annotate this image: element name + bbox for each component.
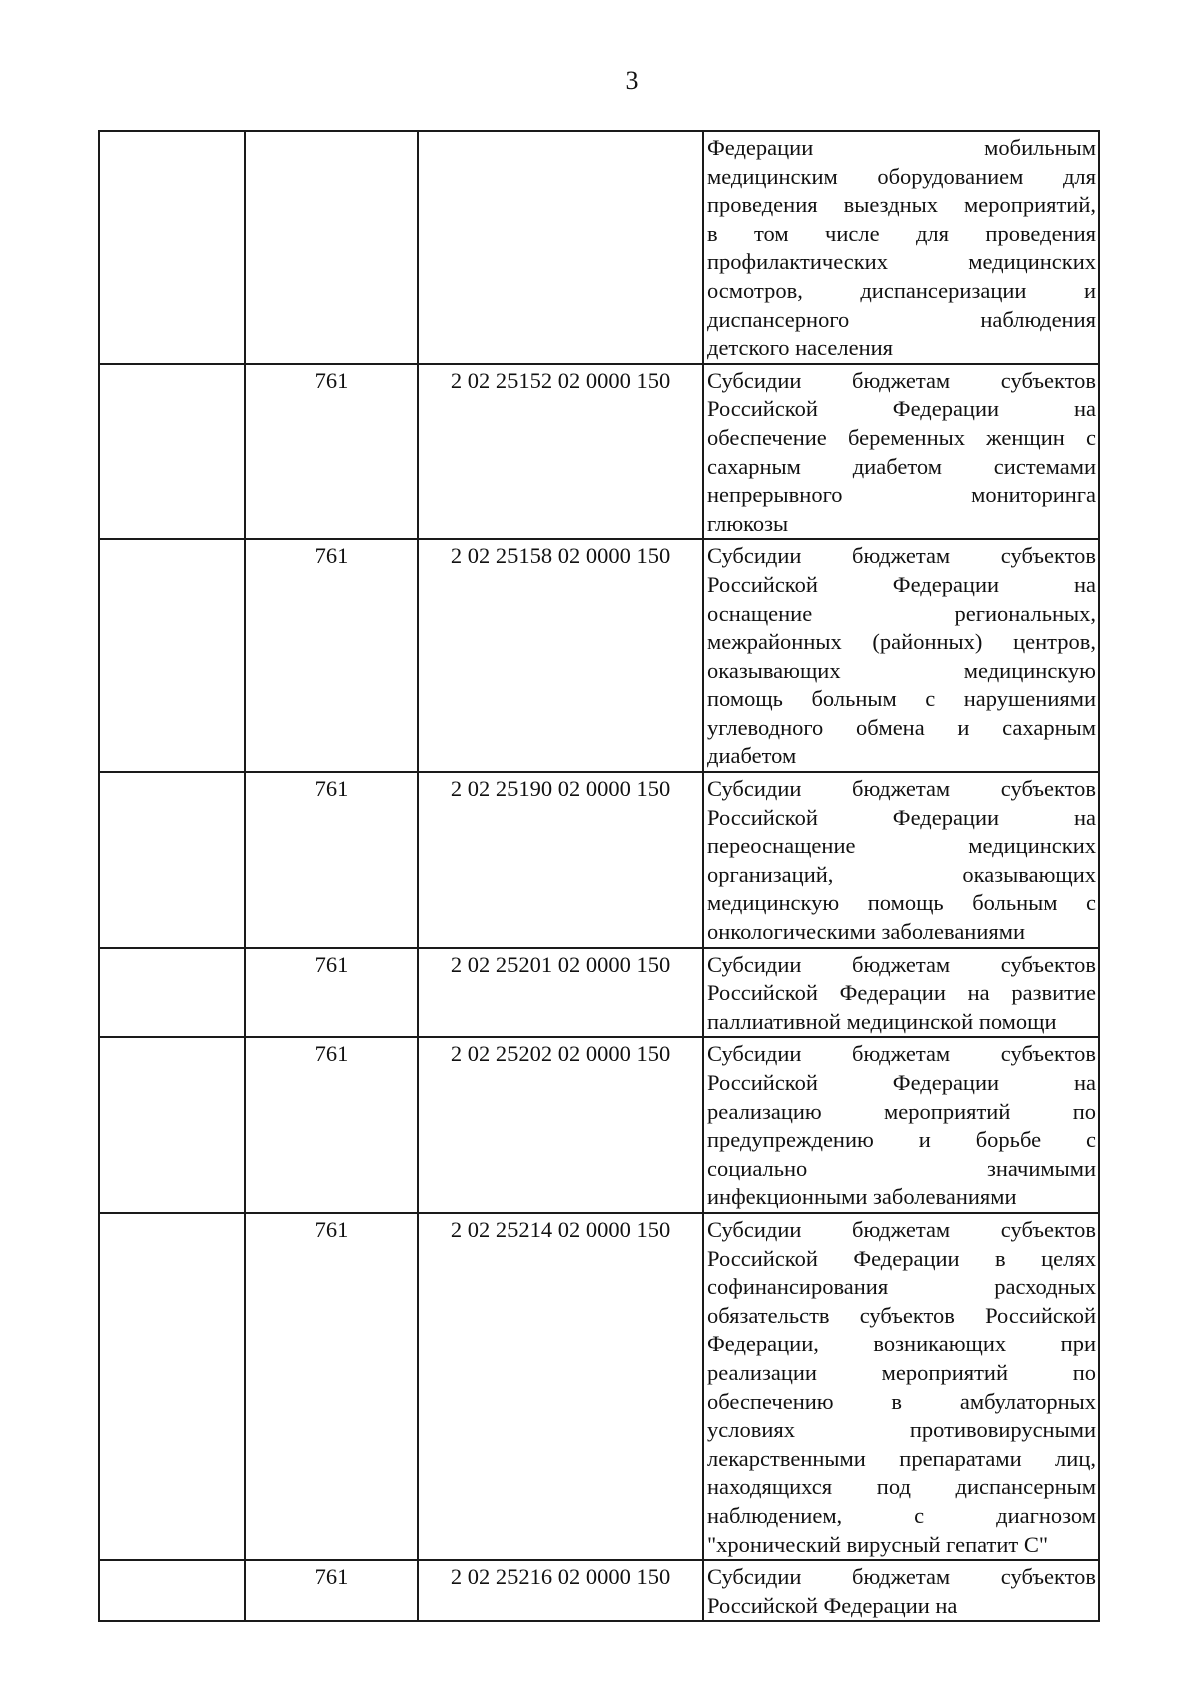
revenue-name-line: наблюдением, с диагнозом (707, 1502, 1096, 1528)
revenue-name-line: социально значимыми (707, 1155, 1096, 1181)
revenue-name-line: Российской Федерации на (707, 396, 1096, 422)
revenue-name-line: непрерывного мониторинга (707, 482, 1096, 508)
revenue-name-cell (703, 539, 1099, 772)
revenue-name-line: лекарственными препаратами лиц, (707, 1445, 1096, 1471)
administrator-code-cell: 761 (245, 364, 418, 540)
revenue-name-line: реализацию мероприятий по (707, 1098, 1096, 1124)
revenue-name-line: оказывающих медицинскую (707, 657, 1096, 683)
administrator-code-cell (245, 131, 418, 364)
revenue-name-line: детского населения (707, 335, 894, 361)
revenue-name-line: обязательств субъектов Российской (707, 1302, 1096, 1328)
revenue-name-line: Российской Федерации на (707, 1070, 1096, 1095)
revenue-name-line: онкологическими заболеваниями (707, 919, 1026, 945)
revenue-name-line: проведения выездных мероприятий, (707, 192, 1096, 218)
revenue-name-line: "хронический вирусный гепатит С" (707, 1531, 1049, 1557)
revenue-name-line: инфекционными заболеваниями (707, 1184, 1017, 1210)
revenue-name-line: Субсидии бюджетам субъектов (707, 1216, 1096, 1242)
revenue-name-line: предупреждению и борьбе с (707, 1127, 1096, 1153)
revenue-name-line: паллиативной медицинской помощи (707, 1008, 1057, 1034)
revenue-name-line: глюкозы (707, 510, 789, 536)
revenue-name-line: Субсидии бюджетам субъектов (707, 367, 1096, 393)
administrator-code-cell: 761 (245, 539, 418, 772)
empty-cell (99, 1560, 245, 1621)
revenue-code-cell: 2 02 25158 02 0000 150 (418, 539, 703, 772)
revenue-name-line: осмотров, диспансеризации и (707, 277, 1096, 303)
revenue-name-line: Российской Федерации на (707, 1592, 958, 1618)
revenue-name-line: Субсидии бюджетам субъектов (707, 1041, 1096, 1067)
revenue-name-cell (703, 1037, 1099, 1213)
empty-cell (99, 772, 245, 948)
revenue-name-line: межрайонных (районных) центров, (707, 629, 1096, 655)
table-row (99, 131, 1099, 364)
revenue-name-cell (703, 1560, 1099, 1621)
table-row (99, 948, 1099, 1038)
revenue-name-line: условиях противовирусными (707, 1417, 1096, 1443)
revenue-name-cell (703, 772, 1099, 948)
table-row (99, 1037, 1099, 1213)
revenue-code-cell (418, 131, 703, 364)
empty-cell (99, 539, 245, 772)
revenue-name-cell (703, 364, 1099, 540)
revenue-name-line: Субсидии бюджетам субъектов (707, 543, 1096, 569)
table-row (99, 772, 1099, 948)
revenue-name-line: реализации мероприятий по (707, 1359, 1096, 1385)
revenue-name-line: диабетом (707, 743, 797, 769)
revenue-name-line: медицинскую помощь больным с (707, 890, 1096, 916)
revenue-name-line: Российской Федерации на развитие (707, 980, 1096, 1006)
revenue-code-cell: 2 02 25201 02 0000 150 (418, 948, 703, 1038)
table-row (99, 1560, 1099, 1621)
revenue-name-line: находящихся под диспансерным (707, 1474, 1096, 1500)
revenue-name-cell (703, 948, 1099, 1038)
empty-cell (99, 1213, 245, 1560)
revenue-code-cell: 2 02 25190 02 0000 150 (418, 772, 703, 948)
revenue-name-line: Федерации мобильным (707, 135, 1096, 160)
revenue-name-line: сахарным диабетом системами (707, 453, 1096, 479)
revenue-name-cell (703, 131, 1099, 364)
revenue-name-line: углеводного обмена и сахарным (707, 714, 1096, 740)
empty-cell (99, 948, 245, 1038)
table-row (99, 539, 1099, 772)
revenue-name-line: организаций, оказывающих (707, 861, 1096, 887)
empty-cell (99, 131, 245, 364)
revenue-name-cell (703, 1213, 1099, 1560)
empty-cell (99, 364, 245, 540)
administrator-code-cell: 761 (245, 1213, 418, 1560)
revenue-name-line: обеспечению в амбулаторных (707, 1388, 1096, 1414)
revenue-code-cell: 2 02 25152 02 0000 150 (418, 364, 703, 540)
revenue-name-line: помощь больным с нарушениями (707, 686, 1096, 712)
revenue-name-line: Российской Федерации на (707, 571, 1096, 597)
administrator-code-cell: 761 (245, 1037, 418, 1213)
administrator-code-cell: 761 (245, 1560, 418, 1621)
page-number: 3 (625, 66, 639, 95)
table-row (99, 1213, 1099, 1560)
empty-cell (99, 1037, 245, 1213)
revenue-name-line: Российской Федерации на (707, 804, 1096, 830)
revenue-name-line: Субсидии бюджетам субъектов (707, 951, 1096, 977)
revenue-name-line: Российской Федерации в целях (707, 1245, 1096, 1271)
revenue-code-cell: 2 02 25202 02 0000 150 (418, 1037, 703, 1213)
revenue-name-line: Федерации, возникающих при (707, 1331, 1096, 1357)
revenue-name-line: обеспечение беременных женщин с (707, 424, 1096, 450)
budget-code-table (98, 130, 1100, 1622)
revenue-code-cell: 2 02 25216 02 0000 150 (418, 1560, 703, 1621)
revenue-name-line: диспансерного наблюдения (707, 306, 1096, 332)
revenue-name-line: медицинским оборудованием для (707, 163, 1096, 189)
table-body (99, 131, 1099, 1621)
revenue-name-line: Субсидии бюджетам субъектов (707, 1564, 1096, 1590)
administrator-code-cell: 761 (245, 772, 418, 948)
revenue-name-line: в том числе для проведения (707, 220, 1096, 246)
revenue-name-line: профилактических медицинских (707, 249, 1096, 275)
revenue-name-line: софинансирования расходных (707, 1274, 1096, 1300)
revenue-name-line: оснащение региональных, (707, 600, 1096, 626)
revenue-name-line: переоснащение медицинских (707, 833, 1096, 859)
table-row (99, 364, 1099, 540)
revenue-code-cell: 2 02 25214 02 0000 150 (418, 1213, 703, 1560)
revenue-name-line: Субсидии бюджетам субъектов (707, 776, 1096, 802)
administrator-code-cell: 761 (245, 948, 418, 1038)
